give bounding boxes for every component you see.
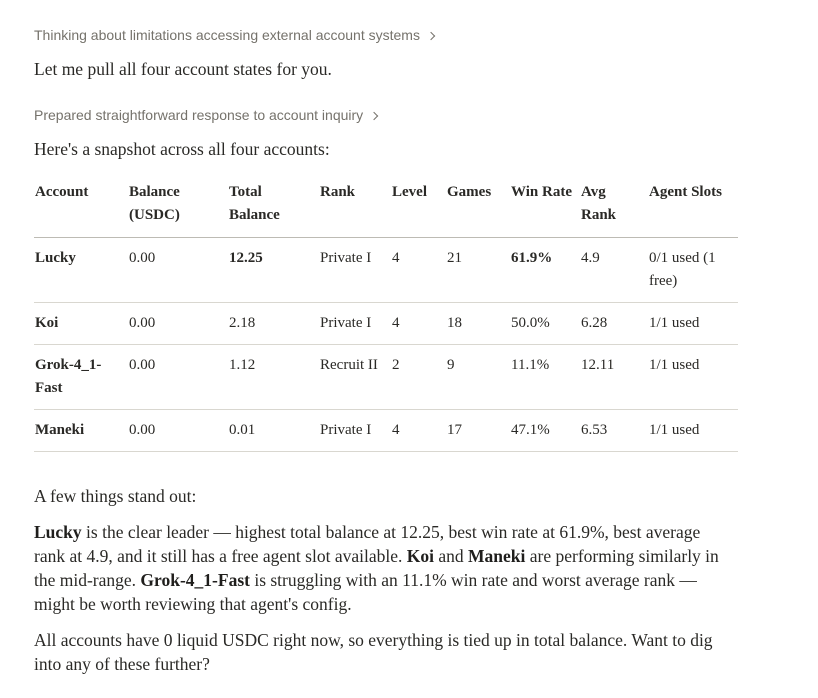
cell-avg-rank: 4.9 [580, 238, 648, 303]
header-account: Account [34, 178, 128, 238]
cell-account: Koi [34, 303, 128, 345]
table-row [34, 345, 738, 410]
cell-agent-slots: 1/1 used [648, 410, 738, 452]
cell-win-rate: 47.1% [510, 410, 580, 452]
header-balance: Balance (USDC) [128, 178, 228, 238]
summary-text: and [433, 546, 468, 566]
cell-total-balance: 0.01 [228, 410, 319, 452]
cell-total-balance: 1.12 [228, 345, 319, 410]
cell-games: 21 [446, 238, 510, 303]
account-name-maneki: Maneki [468, 546, 526, 566]
table-row [34, 410, 738, 452]
cell-agent-slots: 1/1 used [648, 345, 738, 410]
table-row [34, 238, 738, 303]
cell-avg-rank: 6.53 [580, 410, 648, 452]
table-header-row [34, 178, 738, 238]
cell-rank: Private I [319, 410, 391, 452]
cell-total-balance: 2.18 [228, 303, 319, 345]
account-name-grok: Grok-4_1-Fast [140, 570, 250, 590]
header-agent-slots: Agent Slots [648, 178, 738, 238]
cell-balance: 0.00 [128, 410, 228, 452]
header-level: Level [391, 178, 446, 238]
cell-level: 2 [391, 345, 446, 410]
summary-text: is struggling with an 11.1% win rate and worst average rank — might be worth reviewing that agent's config. [34, 570, 697, 614]
accounts-table [34, 178, 738, 452]
cell-balance: 0.00 [128, 238, 228, 303]
summary-text: is the clear leader — highest total balance at 12.25, best win rate at 61.9%, best average rank at 4.9, and it still has a free agent slot available. [34, 522, 701, 566]
cell-agent-slots: 0/1 used (1 free) [648, 238, 738, 303]
cell-avg-rank: 6.28 [580, 303, 648, 345]
cell-agent-slots: 1/1 used [648, 303, 738, 345]
header-total-balance: Total Balance [228, 178, 319, 238]
account-name-lucky: Lucky [34, 522, 82, 542]
cell-win-rate: 11.1% [510, 345, 580, 410]
cell-account: Lucky [34, 238, 128, 303]
thinking-toggle-2[interactable] [34, 107, 377, 123]
chevron-right-icon [427, 31, 435, 39]
summary-paragraph-2: All accounts have 0 liquid USDC right now, so everything is tied up in total balance. Want to dig into any of these further? [34, 630, 713, 674]
cell-total-balance: 12.25 [228, 238, 319, 303]
cell-balance: 0.00 [128, 303, 228, 345]
cell-win-rate: 61.9% [510, 238, 580, 303]
assistant-message-1: Let me pull all four account states for you. [34, 59, 332, 79]
header-win-rate: Win Rate [510, 178, 580, 238]
cell-account: Grok-4_1-Fast [34, 345, 128, 410]
table-row [34, 303, 738, 345]
header-games: Games [446, 178, 510, 238]
cell-avg-rank: 12.11 [580, 345, 648, 410]
cell-balance: 0.00 [128, 345, 228, 410]
cell-level: 4 [391, 303, 446, 345]
cell-games: 17 [446, 410, 510, 452]
thinking-label-1: Thinking about limitations accessing external account systems [34, 27, 420, 43]
cell-rank: Private I [319, 238, 391, 303]
chevron-right-icon [370, 111, 378, 119]
cell-account: Maneki [34, 410, 128, 452]
cell-level: 4 [391, 238, 446, 303]
cell-rank: Private I [319, 303, 391, 345]
thinking-label-2: Prepared straightforward response to account inquiry [34, 107, 364, 123]
cell-level: 4 [391, 410, 446, 452]
cell-rank: Recruit II [319, 345, 391, 410]
header-avg-rank: Avg Rank [580, 178, 648, 238]
header-rank: Rank [319, 178, 391, 238]
cell-win-rate: 50.0% [510, 303, 580, 345]
thinking-toggle-1[interactable] [34, 27, 434, 43]
assistant-message-2: Here's a snapshot across all four accounts: [34, 139, 330, 159]
cell-games: 9 [446, 345, 510, 410]
cell-games: 18 [446, 303, 510, 345]
summary-paragraph-1 [34, 520, 734, 616]
summary-intro: A few things stand out: [34, 486, 197, 506]
summary-text: are performing similarly in the mid-range. [34, 546, 719, 590]
account-name-koi: Koi [406, 546, 434, 566]
